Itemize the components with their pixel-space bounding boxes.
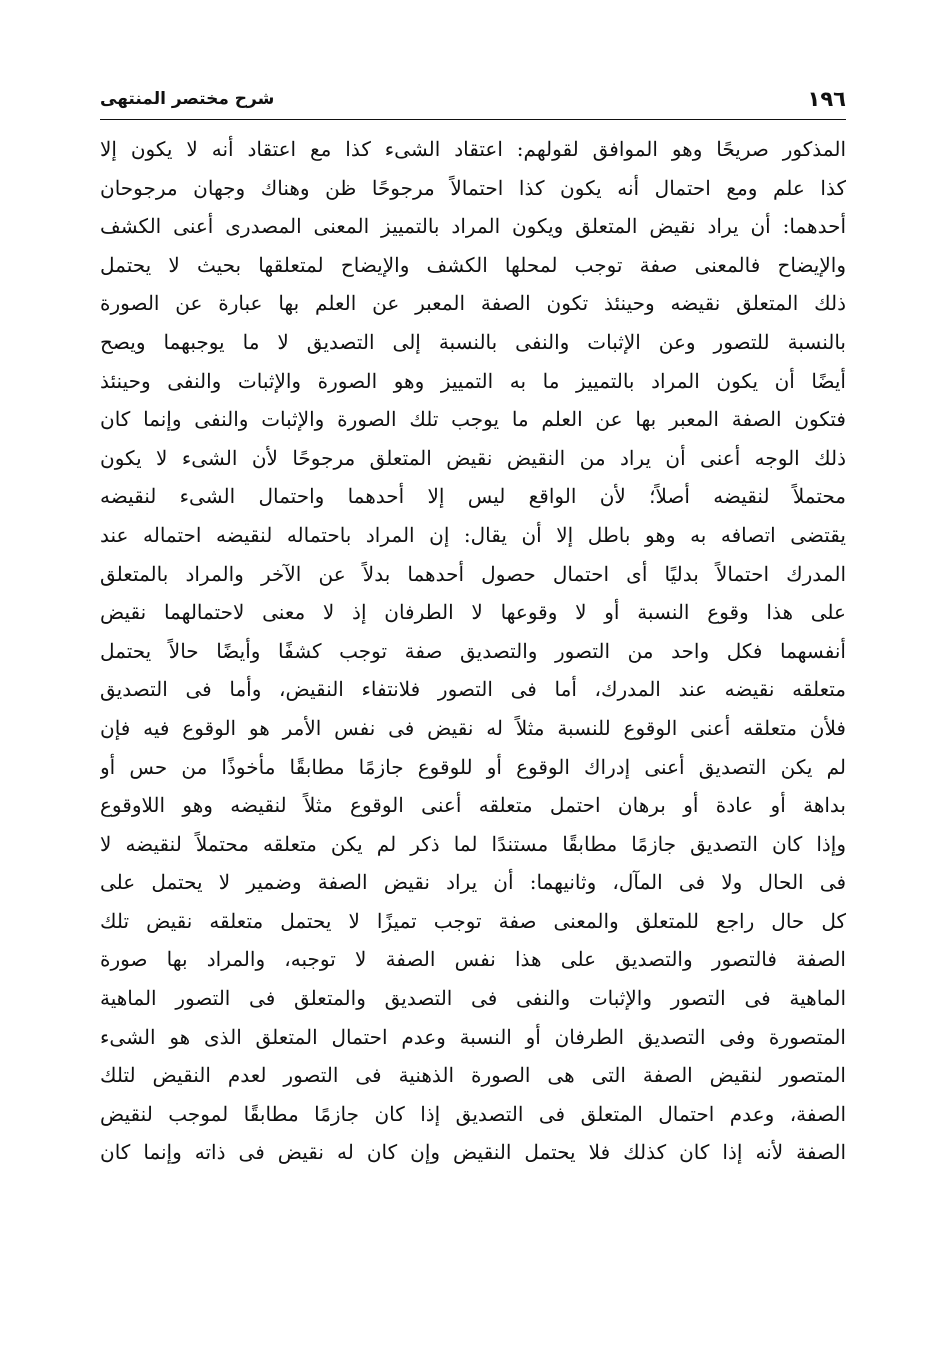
text-line: محتملاً لنقيضه أصلاً؛ لأن الواقع ليس إلا أحدهما واحتمال الشىء لنقيضه xyxy=(100,484,846,509)
text-line: أنفسهما فكل واحد من التصور والتصديق صفة توجب كشفًا وأيضًا حالاً يحتمل xyxy=(100,638,846,663)
text-line: بداهة أو عادة أو برهان احتمل متعلقه أعنى الوقوع مثلاً لنقيضه وهو اللاوقوع xyxy=(100,793,846,818)
text-line: أحدهما: أن يراد نقيض المتعلق ويكون المراد بالتمييز المعنى المصدرى أعنى الكشف xyxy=(100,214,846,239)
text-line: أيضًا أن يكون المراد بالتمييز ما به التمييز وهو الصورة والإثبات والنفى وحينئذ xyxy=(100,368,846,393)
text-line: كل حال راجع للمتعلق والمعنى صفة توجب تميزًا لا يحتمل متعلقه نقيض تلك xyxy=(100,908,846,933)
text-line: فتكون الصفة المعبر بها عن العلم ما يوجب تلك الصورة والإثبات والنفى وإنما كان xyxy=(100,407,846,432)
text-line: وإذا كان التصديق جازمًا مطابقًا مستندًا لما ذكر لم يكن متعلقه محتملاً لنقيضه لا xyxy=(100,831,846,856)
running-title: شرح مختصر المنتهى xyxy=(100,89,275,109)
text-line: بالنسبة للتصور وعن الإثبات والنفى بالنسبة إلى التصديق لا ما يوجبهما ويصح xyxy=(100,329,846,354)
page-header xyxy=(100,84,846,118)
text-line: ذلك الوجه أعنى أن يراد من النقيض نقيض المتعلق مرجوحًا لأن الشىء لا يكون xyxy=(100,445,846,470)
text-line: ذلك المتعلق نقيضه وحينئذ تكون الصفة المعبر عن العلم بها عبارة عن الصورة xyxy=(100,291,846,316)
text-line: يقتضى اتصافه به وهو باطل إلا أن يقال: إن المراد باحتماله لنقيضه احتماله عند xyxy=(100,522,846,547)
text-line: المدرك احتمالاً بدليًا أى احتمال حصول أحدهما بدلاً عن الآخر والمراد بالمتعلق xyxy=(100,561,846,586)
page-number: ١٩٦ xyxy=(807,87,846,111)
text-line: والإيضاح فالمعنى صفة توجب لمحلها الكشف والإيضاح لمتعلقها بحيث لا يحتمل xyxy=(100,252,846,277)
text-line: فى الحال ولا فى المآل، وثانيهما: أن يراد نقيض الصفة وضمير لا يحتمل على xyxy=(100,870,846,895)
text-line: المتصورة وفى التصديق الطرفان أو النسبة وعدم احتمال المتعلق الذى هو الشىء xyxy=(100,1024,846,1049)
header-rule xyxy=(100,119,846,120)
text-line: الصفة لأنه إذا كان كذلك فلا يحتمل النقيض وإن كان له نقيض فى ذاته وإنما كان xyxy=(100,1140,846,1165)
text-line: المذكور صريحًا وهو الموافق لقولهم: اعتقاد الشىء كذا مع اعتقاد أنه لا يكون إلا xyxy=(100,137,846,161)
body-text xyxy=(100,130,846,1172)
text-line: الصفة، وعدم احتمال المتعلق فى التصديق إذا كان جازمًا مطابقًا لموجب لنقيض xyxy=(100,1101,846,1126)
text-line: لم يكن التصديق أعنى إدراك الوقوع أو للوقوع جازمًا مطابقًا مأخوذًا من حس أو xyxy=(100,754,846,779)
text-line: فلأن متعلقه أعنى الوقوع للنسبة مثلاً له نقيض فى نفس الأمر هو الوقوع فيه فإن xyxy=(100,715,846,740)
text-line: الصفة فالتصور والتصديق على هذا نفس الصفة لا توجبه، والمراد بها صورة xyxy=(100,947,846,972)
text-line: على هذا وقوع النسبة أو لا وقوعها لا الطرفان إذ لا معنى لاحتمالهما نقيض xyxy=(100,600,846,625)
text-line: الماهية فى التصور والإثبات والنفى فى التصديق والمتعلق فى التصور الماهية xyxy=(100,986,846,1011)
text-line: كذا علم ومع احتمال أنه يكون كذا احتمالاً مرجوحًا ظن وهناك وجهان مرجوحان xyxy=(100,175,846,200)
text-line: المتصور لنقيض الصفة التى هى الصورة الذهنية فى التصور لعدم النقيض لتلك xyxy=(100,1063,846,1088)
text-line: متعلقه نقيضه عند المدرك، أما فى التصور فلانتفاء النقيض، وأما فى التصديق xyxy=(100,677,846,702)
